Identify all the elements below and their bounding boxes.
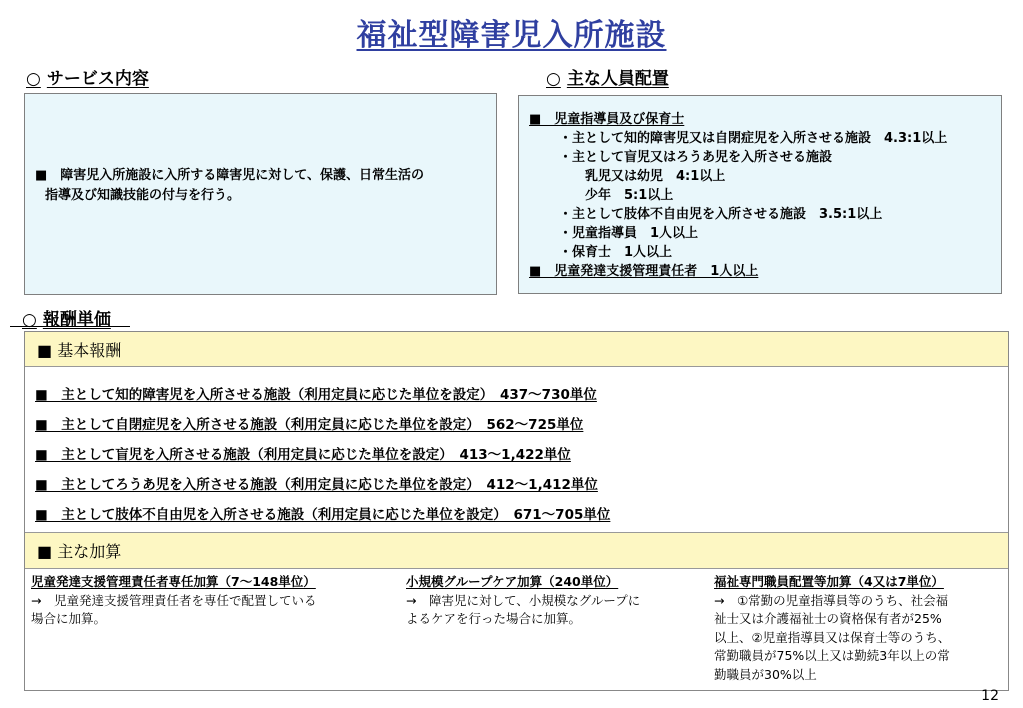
fee-row: ■ 主として盲児を入所させる施設（利用定員に応じた単位を設定） 413～1,422単位 bbox=[35, 447, 571, 463]
fee-row: ■ 主として肢体不自由児を入所させる施設（利用定員に応じた単位を設定） 671～705単位 bbox=[35, 507, 611, 523]
page-title: 福祉型障害児入所施設 bbox=[356, 18, 667, 53]
addition-line: → ①常勤の児童指導員等のうち、社会福 bbox=[714, 592, 949, 608]
service-heading bbox=[26, 64, 149, 89]
service-heading-label: サービス内容 bbox=[46, 69, 149, 89]
fees-table bbox=[24, 331, 1009, 691]
staffing-list bbox=[529, 110, 947, 281]
staffing-heading-label: 主な人員配置 bbox=[566, 69, 669, 89]
staffing-line: 少年 5:1以上 bbox=[585, 188, 674, 203]
service-body-line: ■ 障害児入所施設に入所する障害児に対して、保護、日常生活の bbox=[35, 168, 425, 183]
circle-marker-icon: ○ bbox=[22, 310, 37, 330]
service-box bbox=[24, 93, 497, 295]
fee-row: ■ 主として自閉症児を入所させる施設（利用定員に応じた単位を設定） 562～725単位 bbox=[35, 417, 584, 433]
staffing-line: ■ 児童指導員及び保育士 bbox=[529, 112, 685, 127]
staffing-line: 乳児又は幼児 4:1以上 bbox=[585, 169, 726, 184]
staffing-box bbox=[518, 95, 1002, 294]
addition-list bbox=[25, 569, 1008, 689]
circle-marker-icon: ○ bbox=[546, 69, 561, 89]
addition-line: 祉士又は介護福祉士の資格保有者が25% bbox=[714, 611, 942, 626]
fee-row: ■ 主としてろうあ児を入所させる施設（利用定員に応じた単位を設定） 412～1,412単位 bbox=[35, 477, 598, 493]
addition-item bbox=[714, 573, 1004, 684]
staffing-line: ・児童指導員 1人以上 bbox=[559, 226, 699, 241]
basic-fee-band: ■ 基本報酬 bbox=[25, 332, 1008, 367]
staffing-line: ・保育士 1人以上 bbox=[559, 245, 673, 260]
addition-line: 常勤職員が75%以上又は勤続3年以上の常 bbox=[714, 648, 950, 663]
staffing-line: ・主として知的障害児又は自閉症児を入所させる施設 4.3:1以上 bbox=[559, 131, 948, 146]
addition-title: 福祉専門職員配置等加算（4又は7単位） bbox=[714, 574, 944, 589]
addition-line: → 児童発達支援管理責任者を専任で配置している bbox=[31, 592, 317, 608]
staffing-line: ■ 児童発達支援管理責任者 1人以上 bbox=[529, 264, 759, 279]
addition-line: 勤職員が30%以上 bbox=[714, 666, 817, 682]
addition-line: → 障害児に対して、小規模なグループに bbox=[406, 592, 641, 608]
fees-heading-rule bbox=[10, 326, 130, 327]
addition-line: 場合に加算。 bbox=[31, 611, 107, 626]
circle-marker-icon: ○ bbox=[26, 69, 41, 89]
staffing-line: ・主として盲児又はろうあ児を入所させる施設 bbox=[559, 150, 833, 165]
fees-heading-label: 報酬単価 bbox=[42, 310, 111, 330]
addition-title: 小規模グループケア加算（240単位） bbox=[406, 574, 619, 589]
page-number: 12 bbox=[981, 688, 999, 704]
basic-fee-list bbox=[25, 367, 1008, 533]
addition-line: よるケアを行った場合に加算。 bbox=[406, 611, 582, 626]
staffing-heading bbox=[546, 64, 669, 89]
addition-title: 児童発達支援管理責任者専任加算（7～148単位） bbox=[31, 574, 316, 589]
service-body-line: 指導及び知識技能の付与を行う。 bbox=[45, 188, 241, 203]
addition-line: 以上、②児童指導員又は保育士等のうち、 bbox=[714, 629, 951, 645]
addition-band: ■ 主な加算 bbox=[25, 533, 1008, 569]
fee-row: ■ 主として知的障害児を入所させる施設（利用定員に応じた単位を設定） 437～730単位 bbox=[35, 387, 597, 403]
addition-item bbox=[31, 573, 391, 629]
service-body bbox=[35, 166, 424, 206]
staffing-line: ・主として肢体不自由児を入所させる施設 3.5:1以上 bbox=[559, 207, 883, 222]
addition-item bbox=[406, 573, 696, 629]
